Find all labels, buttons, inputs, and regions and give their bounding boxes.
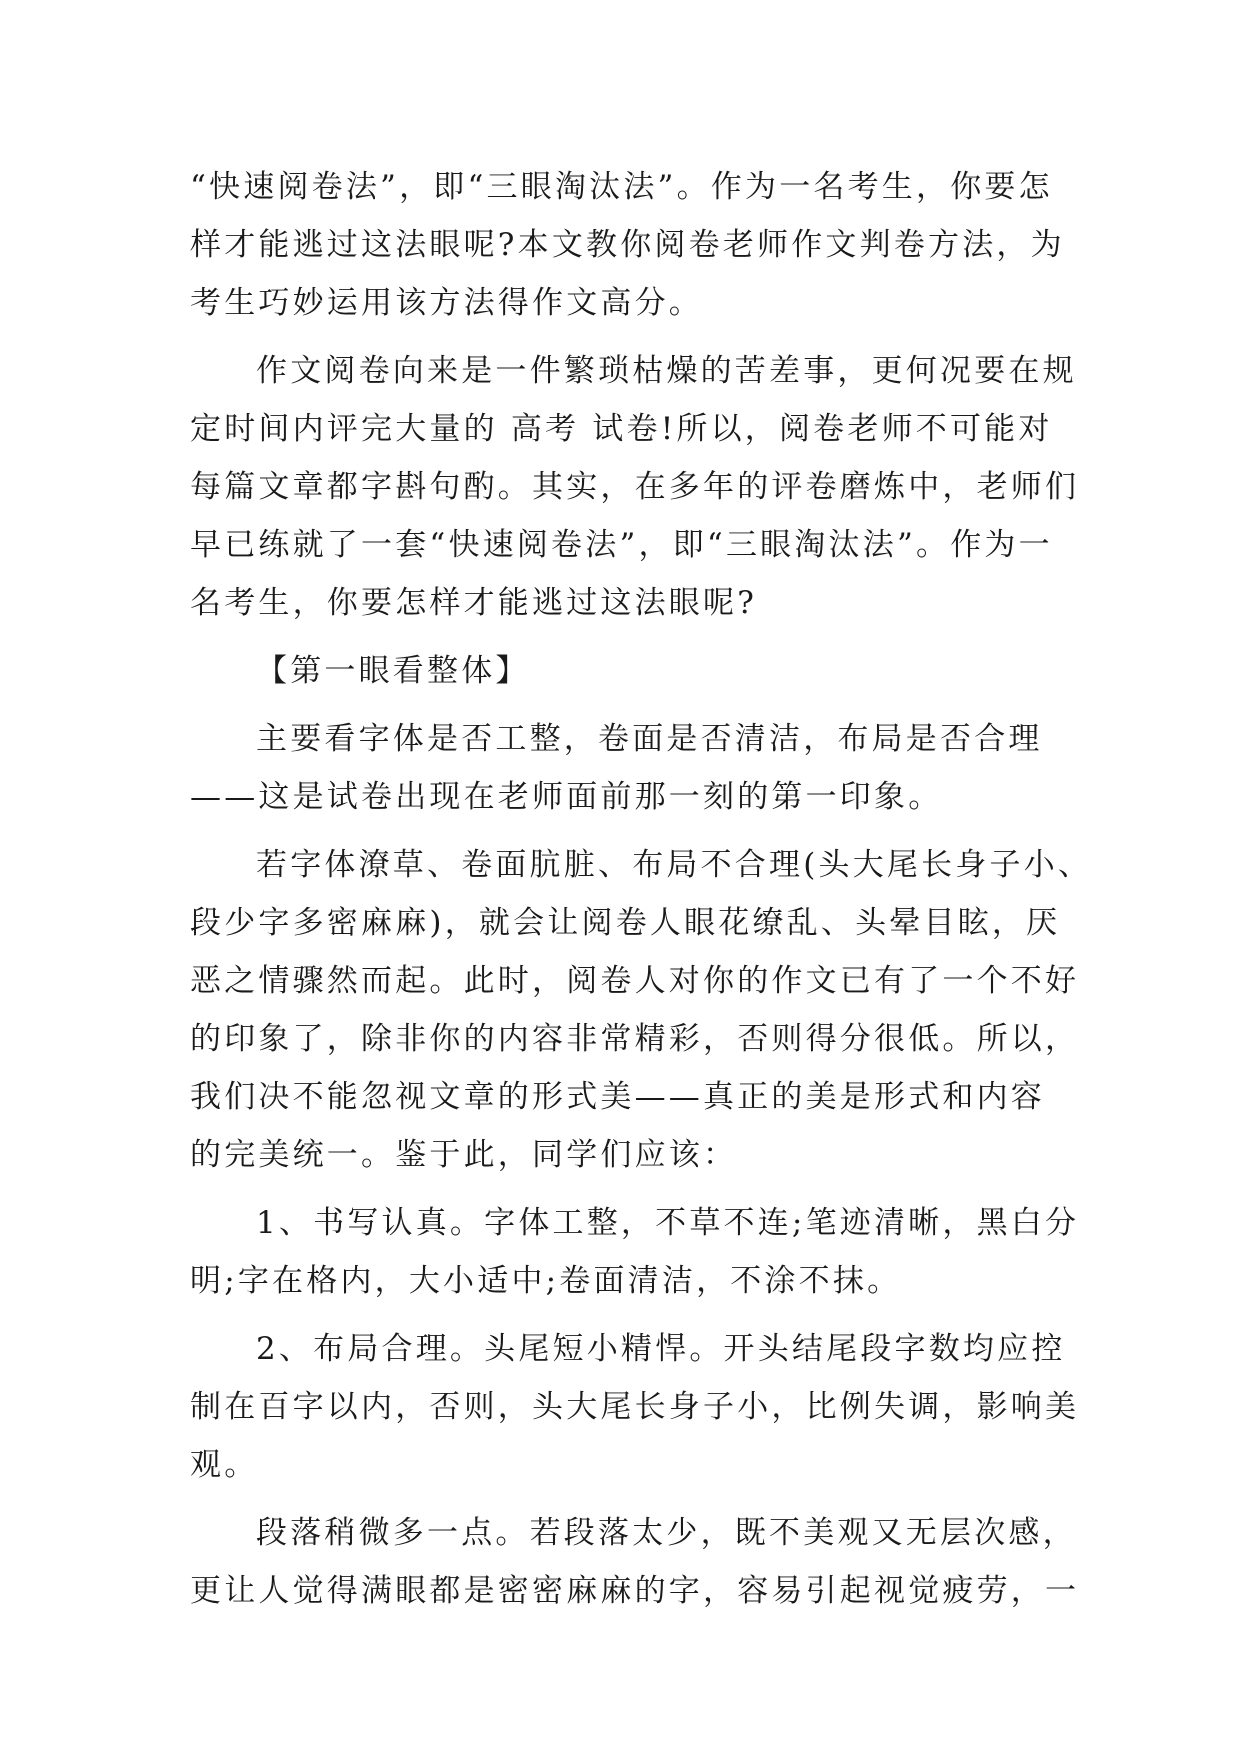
text-line: 我们决不能忽视文章的形式美——真正的美是形式和内容 bbox=[190, 1079, 1045, 1115]
paragraph-spacer bbox=[190, 632, 1070, 642]
text-line: 恶之情骤然而起。此时，阅卷人对你的作文已有了一个不好 bbox=[190, 963, 1080, 999]
text-line: 观。 bbox=[190, 1447, 259, 1483]
paragraph-spacer bbox=[190, 1494, 1070, 1504]
text-line: 2、布局合理。头尾短小精悍。开头结尾段字数均应控 bbox=[256, 1331, 1066, 1367]
text-line: 的印象了，除非你的内容非常精彩，否则得分很低。所以， bbox=[190, 1021, 1080, 1057]
text-line: 1、书写认真。字体工整，不草不连;笔迹清晰，黑白分 bbox=[256, 1205, 1080, 1241]
paragraph-spacer bbox=[190, 1310, 1070, 1320]
text-line: 【第一眼看整体】 bbox=[256, 653, 530, 689]
text-line: 考生巧妙运用该方法得作文高分。 bbox=[190, 285, 703, 321]
text-line: 名考生，你要怎样才能逃过这法眼呢? bbox=[190, 585, 758, 621]
text-line: 每篇文章都字斟句酌。其实，在多年的评卷磨炼中，老师们 bbox=[190, 469, 1080, 505]
text-line: 主要看字体是否工整，卷面是否清洁，布局是否合理 bbox=[256, 721, 1043, 757]
text-line: 明;字在格内，大小适中;卷面清洁，不涂不抹。 bbox=[190, 1263, 902, 1299]
text-line: ——这是试卷出现在老师面前那一刻的第一印象。 bbox=[190, 779, 943, 815]
text-line: 定时间内评完大量的 高考 试卷!所以，阅卷老师不可能对 bbox=[190, 411, 1053, 447]
text-line: 制在百字以内，否则，头大尾长身子小，比例失调，影响美 bbox=[190, 1389, 1080, 1425]
paragraph-spacer bbox=[190, 826, 1070, 836]
text-line: 段少字多密麻麻)，就会让阅卷人眼花缭乱、头晕目眩，厌 bbox=[190, 905, 1061, 941]
text-line: 作文阅卷向来是一件繁琐枯燥的苦差事，更何况要在规 bbox=[256, 353, 1077, 389]
paragraph-spacer bbox=[190, 332, 1070, 342]
paragraph-spacer bbox=[190, 700, 1070, 710]
text-line: 更让人觉得满眼都是密密麻麻的字，容易引起视觉疲劳，一 bbox=[190, 1573, 1080, 1609]
text-line: 段落稍微多一点。若段落太少，既不美观又无层次感， bbox=[256, 1515, 1077, 1551]
text-line: 的完美统一。鉴于此，同学们应该： bbox=[190, 1137, 738, 1173]
text-line: “快速阅卷法”，即“三眼淘汰法”。作为一名考生，你要怎 bbox=[190, 169, 1053, 205]
text-line: 若字体潦草、卷面肮脏、布局不合理(头大尾长身子小、 bbox=[256, 847, 1093, 883]
paragraph-spacer bbox=[190, 1184, 1070, 1194]
document-body bbox=[190, 158, 1093, 1620]
text-line: 样才能逃过这法眼呢?本文教你阅卷老师作文判卷方法，为 bbox=[190, 227, 1065, 263]
text-line: 早已练就了一套“快速阅卷法”，即“三眼淘汰法”。作为一 bbox=[190, 527, 1053, 563]
